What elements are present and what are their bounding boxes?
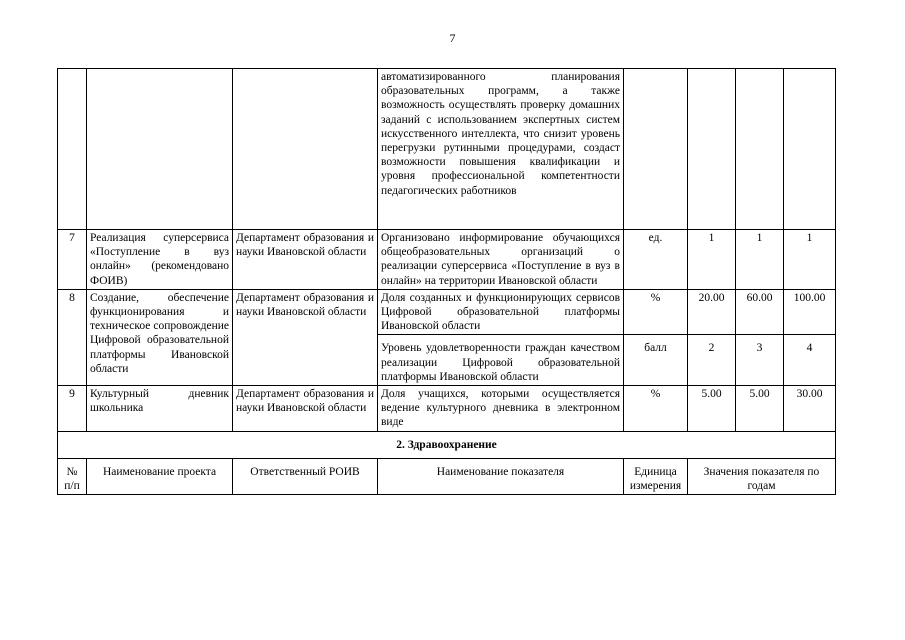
cell-value-1 [688, 69, 736, 230]
cell-project: Реализация суперсервиса «Поступление в вуз онлайн» (рекомендовано ФОИВ) [87, 230, 233, 290]
cell-value-1: 20.00 [688, 289, 736, 335]
cell-unit: ед. [624, 230, 688, 290]
cell-indicator: Доля учащихся, которыми осуществляется ведение культурного дневника в электронном виде [378, 386, 624, 432]
cell-indicator: Организовано информирование обучающихся общеобразовательных организаций о реализации суперсервиса «Поступление в вуз в онлайн» на территории Ивановской области [378, 230, 624, 290]
cell-authority [233, 69, 378, 230]
table-row-7 [58, 230, 836, 290]
projects-table [57, 68, 836, 495]
cell-value-2: 1 [736, 230, 784, 290]
table-row-continuation [58, 69, 836, 230]
header-values: Значения показателя по годам [688, 458, 836, 494]
cell-authority: Департамент образования и науки Ивановской области [233, 289, 378, 385]
cell-authority: Департамент образования и науки Ивановской области [233, 386, 378, 432]
cell-value-3: 30.00 [784, 386, 836, 432]
header-authority: Ответственный РОИВ [233, 458, 378, 494]
table-row-8a [58, 289, 836, 335]
cell-value-1: 1 [688, 230, 736, 290]
cell-project: Культурный дневник школьника [87, 386, 233, 432]
cell-num: 7 [58, 230, 87, 290]
section-row [58, 431, 836, 458]
cell-value-2: 60.00 [736, 289, 784, 335]
table-row-9 [58, 386, 836, 432]
cell-authority: Департамент образования и науки Ивановской области [233, 230, 378, 290]
cell-indicator: Уровень удовлетворенности граждан качеством реализации Цифровой образовательной платформы Ивановской области [378, 335, 624, 386]
cell-value-1: 5.00 [688, 386, 736, 432]
page-number: 7 [449, 31, 456, 45]
cell-indicator: Доля созданных и функционирующих сервисов Цифровой образовательной платформы Ивановской области [378, 289, 624, 335]
header-indicator: Наименование показателя [378, 458, 624, 494]
header-row [58, 458, 836, 494]
cell-project: Создание, обеспечение функционирования и техническое сопровождение Цифровой образовательной платформы Ивановской области [87, 289, 233, 385]
cell-num: 8 [58, 289, 87, 385]
cell-indicator: автоматизированного планирования образовательных программ, а также возможность осуществлять проверку домашних заданий с использованием экспертных систем искусственного интеллекта, что снизит уровень перегрузки рутинными процедурами, создаст возможности повышения квалификации и уровня профессиональной компетентности педагогических работников [378, 69, 624, 230]
cell-num: 9 [58, 386, 87, 432]
cell-value-3: 100.00 [784, 289, 836, 335]
cell-num [58, 69, 87, 230]
cell-unit: % [624, 289, 688, 335]
section-title: 2. Здравоохранение [58, 431, 836, 458]
header-num: № п/п [58, 458, 87, 494]
cell-value-3 [784, 69, 836, 230]
cell-project [87, 69, 233, 230]
cell-value-2: 5.00 [736, 386, 784, 432]
cell-value-2 [736, 69, 784, 230]
cell-unit [624, 69, 688, 230]
header-project: Наименование проекта [87, 458, 233, 494]
cell-unit: % [624, 386, 688, 432]
header-unit: Единица измерения [624, 458, 688, 494]
cell-value-3: 1 [784, 230, 836, 290]
cell-value-3: 4 [784, 335, 836, 386]
cell-value-2: 3 [736, 335, 784, 386]
cell-value-1: 2 [688, 335, 736, 386]
cell-unit: балл [624, 335, 688, 386]
